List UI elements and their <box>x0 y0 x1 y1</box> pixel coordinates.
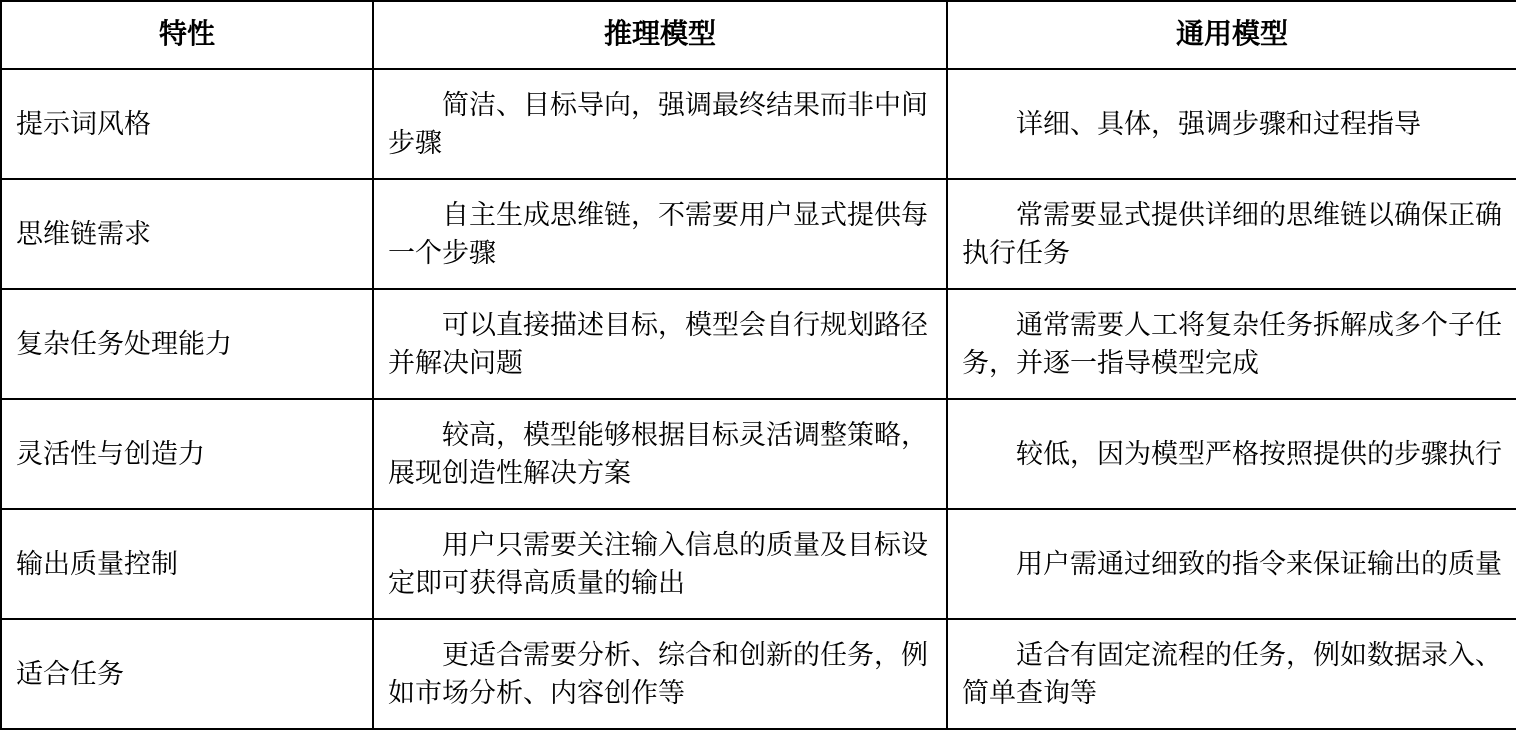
cell-reasoning: 用户只需要关注输入信息的质量及目标设定即可获得高质量的输出 <box>373 509 947 619</box>
table-body <box>1 69 1516 729</box>
column-header-feature: 特性 <box>1 1 373 69</box>
cell-feature: 适合任务 <box>1 619 373 729</box>
cell-feature: 思维链需求 <box>1 179 373 289</box>
cell-feature: 输出质量控制 <box>1 509 373 619</box>
cell-general: 常需要显式提供详细的思维链以确保正确执行任务 <box>947 179 1516 289</box>
table-row <box>1 69 1516 179</box>
table-row <box>1 289 1516 399</box>
table-header-row <box>1 1 1516 69</box>
table-header <box>1 1 1516 69</box>
table-row <box>1 619 1516 729</box>
cell-feature: 复杂任务处理能力 <box>1 289 373 399</box>
cell-general: 通常需要人工将复杂任务拆解成多个子任务，并逐一指导模型完成 <box>947 289 1516 399</box>
cell-general: 适合有固定流程的任务，例如数据录入、简单查询等 <box>947 619 1516 729</box>
cell-general: 详细、具体，强调步骤和过程指导 <box>947 69 1516 179</box>
table-row <box>1 399 1516 509</box>
column-header-reasoning-model: 推理模型 <box>373 1 947 69</box>
cell-general: 用户需通过细致的指令来保证输出的质量 <box>947 509 1516 619</box>
cell-reasoning: 自主生成思维链，不需要用户显式提供每一个步骤 <box>373 179 947 289</box>
cell-reasoning: 简洁、目标导向，强调最终结果而非中间步骤 <box>373 69 947 179</box>
cell-feature: 灵活性与创造力 <box>1 399 373 509</box>
column-header-general-model: 通用模型 <box>947 1 1516 69</box>
cell-general: 较低，因为模型严格按照提供的步骤执行 <box>947 399 1516 509</box>
cell-reasoning: 较高，模型能够根据目标灵活调整策略，展现创造性解决方案 <box>373 399 947 509</box>
cell-reasoning: 更适合需要分析、综合和创新的任务，例如市场分析、内容创作等 <box>373 619 947 729</box>
cell-reasoning: 可以直接描述目标，模型会自行规划路径并解决问题 <box>373 289 947 399</box>
cell-feature: 提示词风格 <box>1 69 373 179</box>
table-row <box>1 179 1516 289</box>
table-row <box>1 509 1516 619</box>
